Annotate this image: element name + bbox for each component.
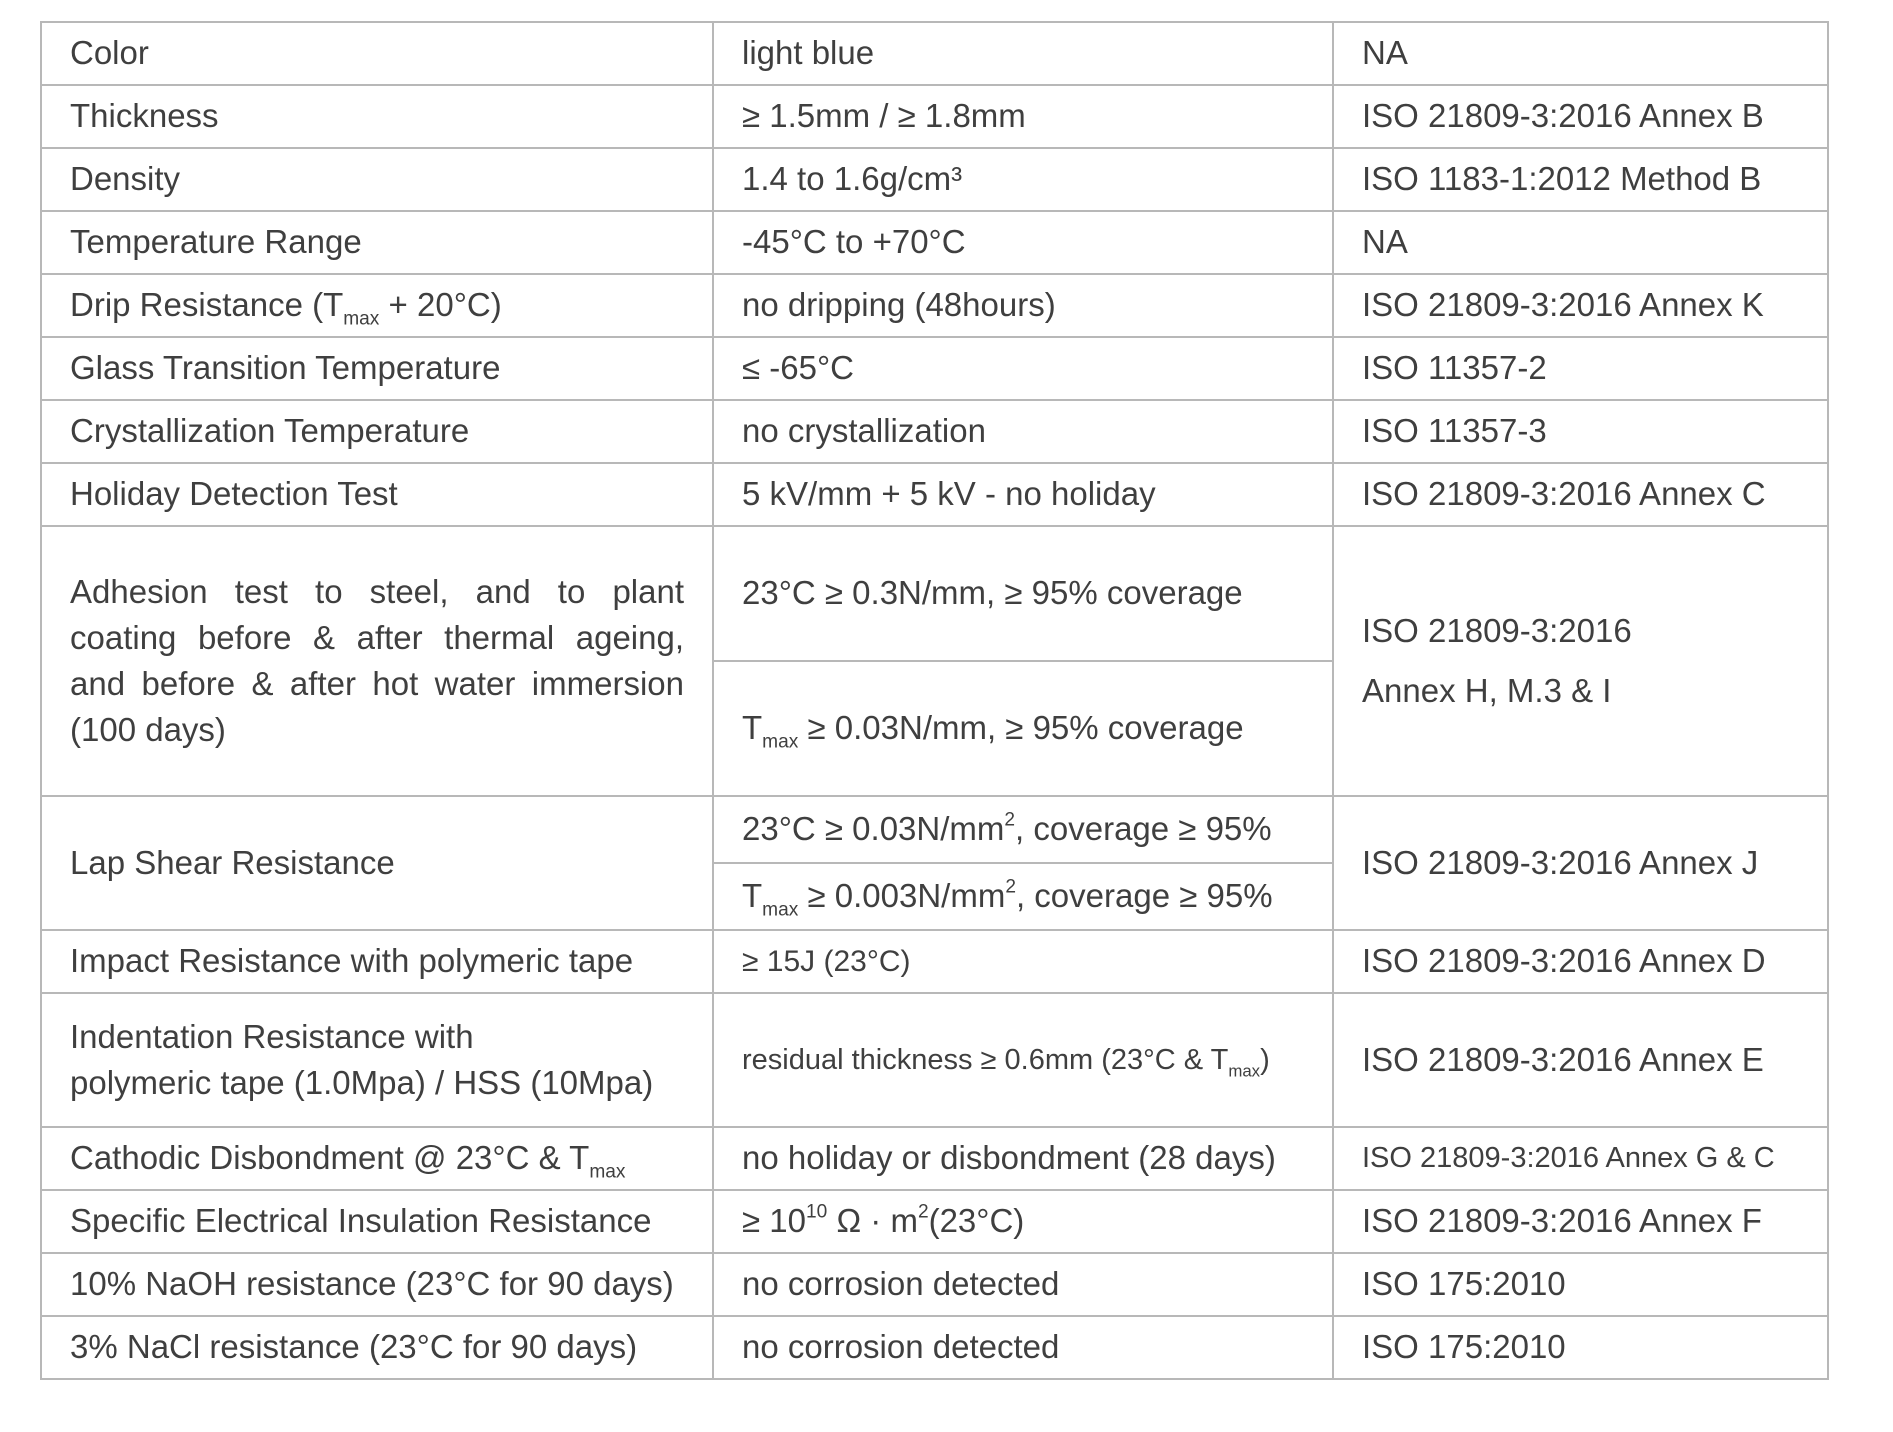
property-cell xyxy=(41,1127,713,1190)
table-row xyxy=(41,1253,1828,1316)
table-row xyxy=(41,148,1828,211)
superscript: 10 xyxy=(806,1202,828,1224)
table-row xyxy=(41,22,1828,85)
value-cell: 1.4 to 1.6g/cm³ xyxy=(713,148,1333,211)
standard-cell: ISO 21809-3:2016 Annex F xyxy=(1333,1190,1828,1253)
property-line: polymeric tape (1.0Mpa) / HSS (10Mpa) xyxy=(70,1064,654,1101)
property-cell: 3% NaCl resistance (23°C for 90 days) xyxy=(41,1316,713,1379)
standard-cell: NA xyxy=(1333,211,1828,274)
table-row xyxy=(41,1127,1828,1190)
value-text: ) xyxy=(1260,1043,1270,1076)
standard-cell: ISO 21809-3:2016 Annex C xyxy=(1333,463,1828,526)
value-text: ≥ 0.03N/mm, ≥ 95% coverage xyxy=(798,709,1244,747)
standard-cell: ISO 11357-2 xyxy=(1333,337,1828,400)
standard-cell xyxy=(1333,526,1828,796)
superscript: 2 xyxy=(917,1202,929,1224)
value-cell xyxy=(713,863,1333,930)
superscript: 2 xyxy=(1004,810,1016,832)
value-text: , coverage ≥ 95% xyxy=(1015,877,1273,915)
value-cell: no corrosion detected xyxy=(713,1253,1333,1316)
value-text: T xyxy=(742,709,763,747)
property-cell: Color xyxy=(41,22,713,85)
value-text: T xyxy=(742,877,763,915)
standard-cell: ISO 175:2010 xyxy=(1333,1316,1828,1379)
table-row xyxy=(41,211,1828,274)
table-row xyxy=(41,1190,1828,1253)
value-cell: 23°C ≥ 0.3N/mm, ≥ 95% coverage xyxy=(713,526,1333,661)
standard-cell: NA xyxy=(1333,22,1828,85)
property-cell: Thickness xyxy=(41,85,713,148)
standard-cell: ISO 21809-3:2016 Annex D xyxy=(1333,930,1828,993)
table-row xyxy=(41,337,1828,400)
table-row xyxy=(41,796,1828,863)
value-cell: ≥ 1.5mm / ≥ 1.8mm xyxy=(713,85,1333,148)
value-cell xyxy=(713,796,1333,863)
property-cell: Glass Transition Temperature xyxy=(41,337,713,400)
subscript-max: max xyxy=(343,309,380,331)
value-cell: no dripping (48hours) xyxy=(713,274,1333,337)
value-text: Ω · m xyxy=(827,1202,918,1240)
standard-cell: ISO 21809-3:2016 Annex K xyxy=(1333,274,1828,337)
value-text: , coverage ≥ 95% xyxy=(1015,810,1272,848)
standard-cell: ISO 11357-3 xyxy=(1333,400,1828,463)
value-cell xyxy=(713,1190,1333,1253)
subscript-max: max xyxy=(762,900,799,922)
value-text: ≥ 10 xyxy=(742,1202,806,1240)
standard-cell: ISO 175:2010 xyxy=(1333,1253,1828,1316)
table-row xyxy=(41,85,1828,148)
property-cell: Holiday Detection Test xyxy=(41,463,713,526)
property-cell: 10% NaOH resistance (23°C for 90 days) xyxy=(41,1253,713,1316)
value-cell xyxy=(713,661,1333,796)
value-text: (23°C) xyxy=(928,1202,1025,1240)
subscript-max: max xyxy=(762,732,799,754)
value-cell: no crystallization xyxy=(713,400,1333,463)
property-text: Drip Resistance (T xyxy=(70,286,344,324)
value-cell: ≤ -65°C xyxy=(713,337,1333,400)
standard-cell: ISO 21809-3:2016 Annex B xyxy=(1333,85,1828,148)
value-text: residual thickness ≥ 0.6mm (23°C & T xyxy=(742,1043,1229,1076)
property-cell: Crystallization Temperature xyxy=(41,400,713,463)
property-cell: Specific Electrical Insulation Resistance xyxy=(41,1190,713,1253)
property-line: Indentation Resistance with xyxy=(70,1017,474,1055)
superscript: 2 xyxy=(1005,877,1016,899)
property-cell xyxy=(41,993,713,1127)
value-cell: -45°C to +70°C xyxy=(713,211,1333,274)
property-cell: Density xyxy=(41,148,713,211)
value-cell: 5 kV/mm + 5 kV - no holiday xyxy=(713,463,1333,526)
subscript-max: max xyxy=(589,1162,626,1184)
property-text: Cathodic Disbondment @ 23°C & T xyxy=(70,1139,590,1177)
value-text: 23°C ≥ 0.03N/mm xyxy=(742,810,1005,848)
standard-line: ISO 21809-3:2016 xyxy=(1362,611,1632,649)
value-cell: no holiday or disbondment (28 days) xyxy=(713,1127,1333,1190)
property-cell: Impact Resistance with polymeric tape xyxy=(41,930,713,993)
standard-line: Annex H, M.3 & I xyxy=(1362,672,1612,709)
value-cell xyxy=(713,993,1333,1127)
value-cell: light blue xyxy=(713,22,1333,85)
property-cell: Lap Shear Resistance xyxy=(41,796,713,930)
table-row xyxy=(41,993,1828,1127)
property-cell: Adhesion test to steel, and to plant coating before & after thermal ageing, and before & after hot water immersion (100 days) xyxy=(41,526,713,796)
table-row xyxy=(41,526,1828,661)
standard-cell: ISO 21809-3:2016 Annex E xyxy=(1333,993,1828,1127)
standard-cell: ISO 21809-3:2016 Annex J xyxy=(1333,796,1828,930)
property-text: + 20°C) xyxy=(379,286,502,324)
value-text: ≥ 0.003N/mm xyxy=(798,877,1006,915)
specifications-table xyxy=(40,21,1829,1380)
table-row xyxy=(41,400,1828,463)
table-row xyxy=(41,930,1828,993)
value-cell: no corrosion detected xyxy=(713,1316,1333,1379)
table-row xyxy=(41,1316,1828,1379)
property-cell xyxy=(41,274,713,337)
property-cell: Temperature Range xyxy=(41,211,713,274)
subscript-max: max xyxy=(1228,1061,1261,1081)
value-cell: ≥ 15J (23°C) xyxy=(713,930,1333,993)
table-row xyxy=(41,274,1828,337)
table-row xyxy=(41,463,1828,526)
standard-cell: ISO 1183-1:2012 Method B xyxy=(1333,148,1828,211)
standard-cell: ISO 21809-3:2016 Annex G & C xyxy=(1333,1127,1828,1190)
